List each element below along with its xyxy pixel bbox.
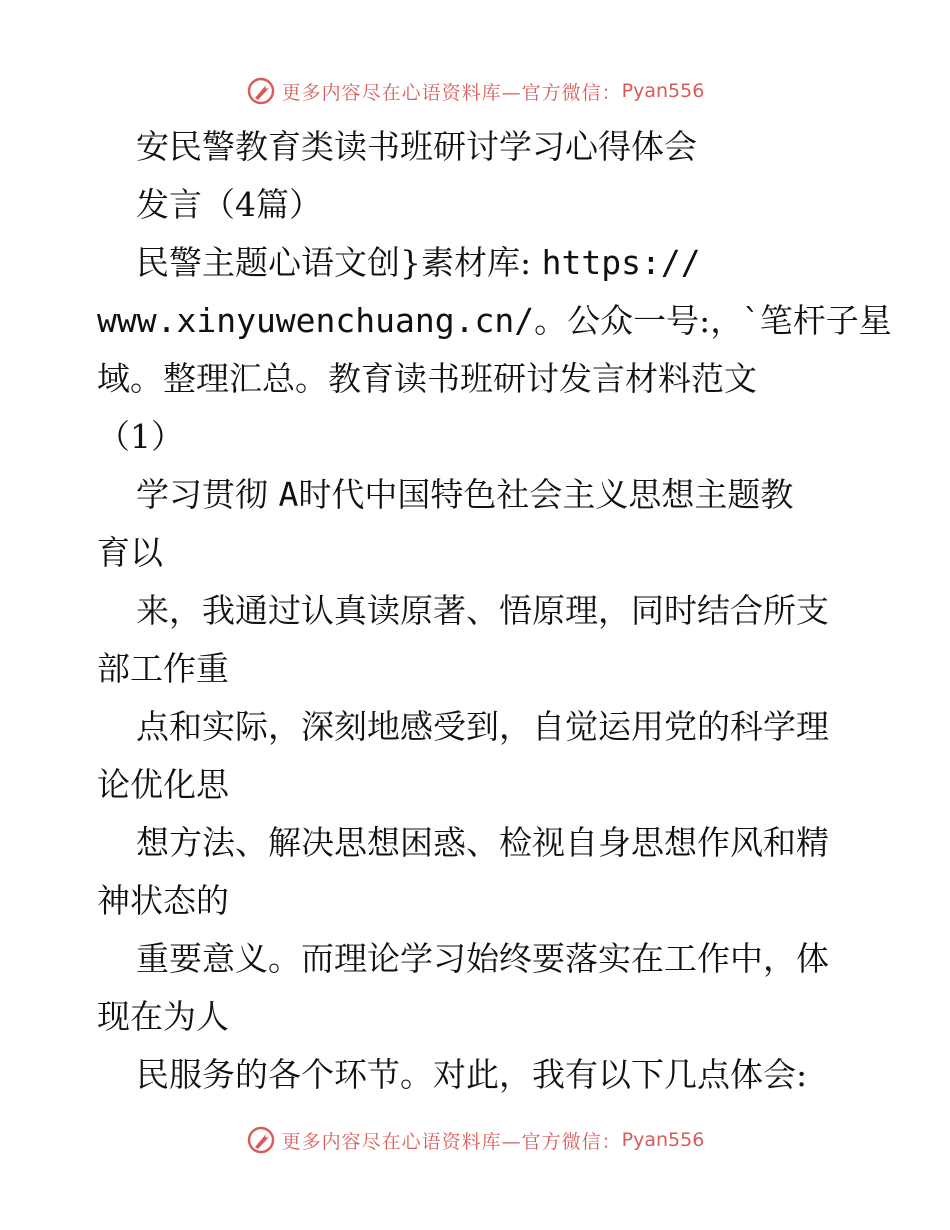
paragraph-line-4: 部工作重: [97, 649, 229, 688]
paragraph-line-8: 神状态的: [97, 881, 229, 920]
banner-text: 更多内容尽在心语资料库—官方微信：: [281, 1130, 622, 1153]
paragraph-line-1: [136, 466, 793, 524]
intro-line-3: 域。整理汇总。教育读书班研讨发言材料范文: [97, 359, 757, 398]
intro-url-part-1: https://: [541, 243, 701, 282]
banner-wechat-id: Pyan556: [621, 1129, 705, 1151]
paragraph-line-2: 育以: [97, 533, 163, 572]
paragraph-line-1-prefix: 学习贯彻: [136, 475, 268, 514]
intro-line-4: （1）: [97, 417, 184, 456]
banner-text: 更多内容尽在心语资料库—官方微信：: [281, 81, 622, 104]
pen-nib-logo-icon: [246, 1125, 276, 1155]
footer-watermark-banner: [0, 1123, 950, 1157]
intro-line-2: [97, 292, 892, 350]
paragraph-line-3: 来，我通过认真读原著、悟原理，同时结合所支: [136, 591, 829, 630]
pen-nib-logo-icon: [246, 76, 276, 106]
intro-line-1: [136, 234, 701, 292]
paragraph-line-7: 想方法、解决思想困惑、检视自身思想作风和精: [136, 823, 829, 862]
intro-line-2-text: 。公众一号:，`笔杆子星: [534, 301, 892, 340]
paragraph-line-5: 点和实际，深刻地感受到，自觉运用党的科学理: [136, 707, 829, 746]
banner-wechat-id: Pyan556: [621, 80, 705, 102]
document-title-line-2: 发言（4篇）: [136, 185, 322, 224]
paragraph-line-1-letter: A: [278, 475, 299, 514]
document-title-line-1: 安民警教育类读书班研讨学习心得体会: [136, 127, 697, 166]
paragraph-line-11: 民服务的各个环节。对此，我有以下几点体会:: [136, 1055, 808, 1094]
intro-line-1-text: 民警主题心语文创}素材库:: [136, 243, 532, 282]
intro-url-part-2: www.xinyuwenchuang.cn/: [97, 301, 535, 340]
paragraph-line-9: 重要意义。而理论学习始终要落实在工作中，体: [136, 939, 829, 978]
paragraph-line-10: 现在为人: [97, 997, 229, 1036]
header-watermark-banner: [0, 74, 950, 108]
paragraph-line-6: 论优化思: [97, 765, 229, 804]
paragraph-line-1-rest: 时代中国特色社会主义思想主题教: [298, 475, 794, 514]
